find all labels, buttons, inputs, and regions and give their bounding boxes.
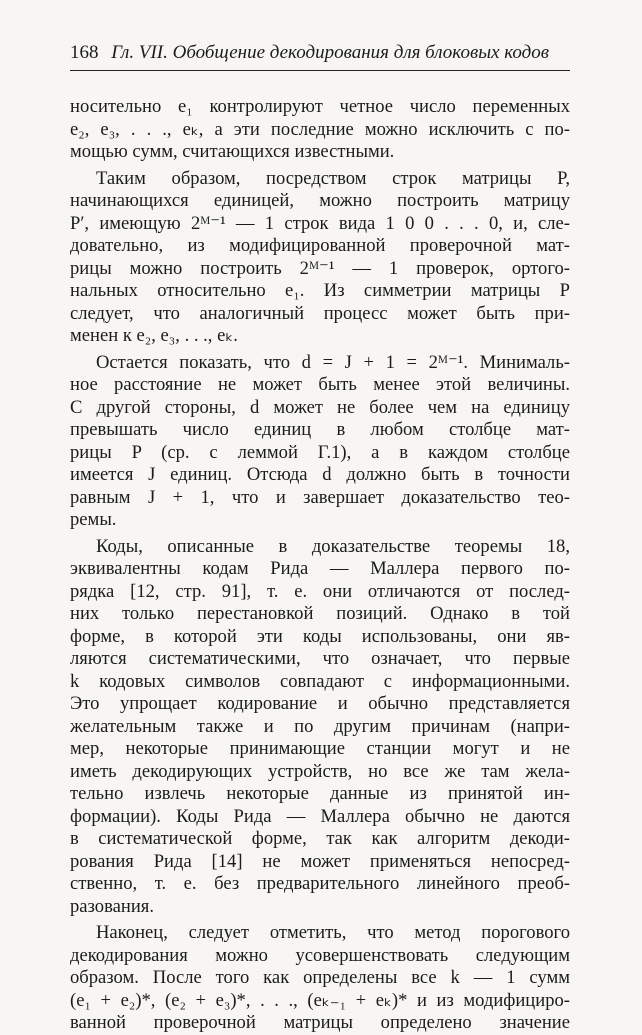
text-line: превышать число единиц в любом столбце мат- bbox=[70, 419, 570, 440]
text-line: ремы. bbox=[70, 509, 117, 530]
text-line: имеется J единиц. Отсюда d должно быть в точности bbox=[70, 464, 570, 485]
text-line: следует, что аналогичный процесс может быть при- bbox=[70, 302, 570, 324]
text-line: P′, имеющую 2ᴹ⁻¹ — 1 строк вида 1 0 0 . . . 0, и, сле- bbox=[70, 212, 570, 234]
text-line: рицы P (ср. с леммой Г.1), а в каждом столбце bbox=[70, 441, 570, 463]
text-line: эквивалентны кодам Рида — Маллера первого по- bbox=[70, 558, 570, 579]
text-line: Наконец, следует отметить, что метод порогового bbox=[96, 922, 570, 943]
text-line: нальных относительно e₁. Из симметрии матрицы P bbox=[70, 280, 570, 301]
text-line: них только перестановкой позиций. Однако в той bbox=[70, 603, 570, 624]
text-line: тельно извлечь некоторые данные из принятой ин- bbox=[70, 783, 570, 804]
text-line: менен к e₂, e₃, . . ., eₖ. bbox=[70, 325, 238, 346]
text-line: Остается показать, что d = J + 1 = 2ᴹ⁻¹. Минималь- bbox=[96, 351, 570, 373]
page-number: 168 bbox=[70, 42, 99, 63]
text-line: мер, некоторые принимающие станции могут и не bbox=[70, 738, 570, 759]
running-title: Гл. VII. Обобщение декодирования для блоковых кодов bbox=[111, 42, 550, 63]
text-line: довательно, из модифицированной проверочной мат- bbox=[70, 235, 570, 256]
text-line: ляются систематическими, что означает, что первые bbox=[70, 648, 570, 669]
text-line: в систематической форме, так как алгоритм декоди- bbox=[70, 828, 570, 849]
text-line: начинающихся единицей, можно построить матрицу bbox=[70, 190, 570, 211]
text-line: ственно, т. е. без предварительного линейного преоб- bbox=[70, 873, 570, 894]
text-line: декодирования можно усовершенствовать следующим bbox=[70, 944, 570, 966]
text-line: Таким образом, посредством строк матрицы P, bbox=[96, 167, 570, 189]
running-header bbox=[70, 42, 570, 71]
text-line: С другой стороны, d может не более чем на единицу bbox=[70, 396, 570, 418]
text-line: мощью сумм, считающихся известными. bbox=[70, 141, 395, 162]
body-text bbox=[70, 96, 570, 1035]
text-line: равным J + 1, что и завершает доказательство тео- bbox=[70, 486, 570, 508]
text-line: рицы можно построить 2ᴹ⁻¹ — 1 проверок, ортого- bbox=[70, 257, 570, 279]
text-line: разования. bbox=[70, 895, 154, 917]
text-line: k кодовых символов совпадают с информационными. bbox=[70, 670, 570, 692]
text-line: (e₁ + e₂)*, (e₂ + e₃)*, . . ., (eₖ₋₁ + eₖ)* и из модифициро- bbox=[70, 989, 570, 1011]
text-line: e₂, e₃, . . ., eₖ, а эти последние можно исключить с по- bbox=[70, 118, 570, 140]
text-line: рования Рида [14] не может применяться непосред- bbox=[70, 850, 570, 872]
text-line: формации). Коды Рида — Маллера обычно не даются bbox=[70, 805, 570, 827]
text-line: желательным также и по другим причинам (напри- bbox=[70, 715, 570, 737]
text-line: форме, в которой эти коды использованы, они яв- bbox=[70, 625, 570, 647]
text-line: рядка [12, стр. 91], т. е. они отличаются от послед- bbox=[70, 580, 570, 602]
text-line: образом. После того как определены все k — 1 сумм bbox=[70, 967, 570, 988]
text-line: носительно e₁ контролируют четное число переменных bbox=[70, 96, 570, 117]
text-line: Коды, описанные в доказательстве теоремы 18, bbox=[96, 535, 570, 557]
text-line: ванной проверочной матрицы определено значение bbox=[70, 1012, 570, 1033]
text-line: ное расстояние не может быть менее этой величины. bbox=[70, 374, 570, 395]
text-line: Это упрощает кодирование и обычно представляется bbox=[70, 693, 570, 714]
text-line: иметь декодирующих устройств, но все же там жела- bbox=[70, 760, 570, 782]
